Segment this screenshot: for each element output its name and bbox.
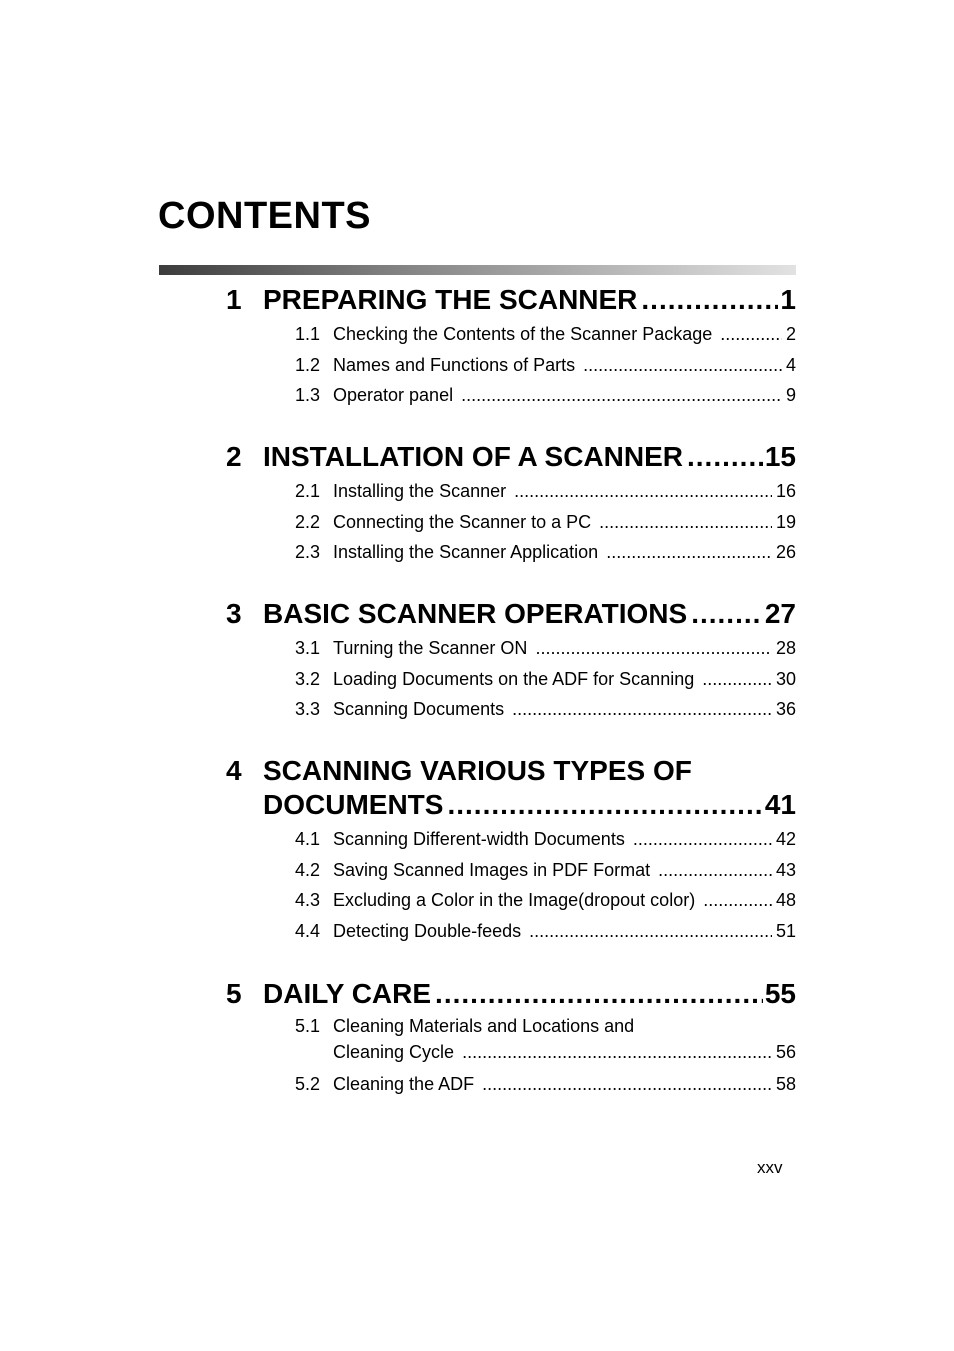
chapter-5 [226,977,796,1100]
section-page: 36 [775,699,796,719]
dot-leader [514,476,772,507]
section-number: 3.3 [295,699,321,719]
section-number: 1.3 [295,385,321,405]
toc-entry-1-3[interactable] [226,380,796,411]
toc-entry-2-2[interactable] [226,507,796,538]
toc-entry-4-4[interactable] [226,916,796,947]
toc-entry-4-2[interactable] [226,855,796,886]
chapter-title: PREPARING THE SCANNER [263,284,638,315]
section-title: Excluding a Color in the Image(dropout color) [333,890,696,910]
section-number: 2.1 [295,481,321,501]
section-number: 5.2 [295,1074,321,1094]
chapter-1-entry[interactable] [226,283,796,317]
section-page: 19 [775,511,796,532]
title-gradient-rule [159,265,796,275]
chapter-page: 1 [780,284,796,315]
chapter-number: 1 [226,284,242,315]
toc-entry-2-1[interactable] [226,476,796,507]
section-number: 2.3 [295,542,321,562]
dot-leader [461,380,782,411]
dot-leader [535,633,772,664]
section-page: 2 [785,324,796,344]
dot-leader [606,537,772,568]
section-page: 9 [785,385,796,405]
section-title: Detecting Double-feeds [333,920,522,941]
toc-entry-5-1[interactable] [226,1013,796,1069]
chapter-1 [226,283,796,411]
section-page: 28 [775,638,796,658]
chapter-number: 5 [226,978,242,1009]
dot-leader [703,885,772,916]
chapter-title: BASIC SCANNER OPERATIONS [263,598,688,629]
section-title: Cleaning the ADF [333,1074,475,1094]
dot-leader [687,440,763,474]
chapter-title: INSTALLATION OF A SCANNER [263,441,683,472]
page-title: CONTENTS [158,195,371,237]
section-page: 51 [775,920,796,941]
chapter-2 [226,440,796,568]
toc-entry-3-1[interactable] [226,633,796,664]
section-number: 4.2 [295,859,321,880]
section-title: Installing the Scanner [333,481,507,501]
toc-entry-1-1[interactable] [226,319,796,350]
chapter-4-entry-line-2[interactable] [226,788,796,822]
section-page: 48 [775,890,796,910]
section-title: Operator panel [333,385,454,405]
dot-leader [435,977,763,1011]
section-title-line-2: Cleaning Cycle [333,1042,455,1062]
section-title-line-1: Cleaning Materials and Locations and [333,1016,635,1036]
chapter-title-line-2: DOCUMENTS [263,789,444,820]
dot-leader [641,283,778,317]
chapter-2-entry[interactable] [226,440,796,474]
section-title: Saving Scanned Images in PDF Format [333,859,651,880]
chapter-number: 4 [226,755,242,786]
section-number: 1.2 [295,354,321,375]
dot-leader [583,350,782,381]
toc-entry-4-3[interactable] [226,885,796,916]
section-title: Scanning Different-width Documents [333,829,625,849]
dot-leader [691,597,763,631]
section-number: 3.2 [295,668,321,689]
dot-leader [633,824,772,855]
section-title: Scanning Documents [333,699,505,719]
chapter-title-line-1: SCANNING VARIOUS TYPES OF [263,755,692,786]
section-page: 42 [775,829,796,849]
toc-entry-2-3[interactable] [226,537,796,568]
section-page: 56 [775,1042,796,1062]
section-title: Loading Documents on the ADF for Scanning [333,668,695,689]
chapter-3-entry[interactable] [226,597,796,631]
section-page: 43 [775,859,796,880]
chapter-page: 41 [764,789,796,820]
section-title: Installing the Scanner Application [333,542,599,562]
chapter-5-entry[interactable] [226,977,796,1011]
toc-entry-3-2[interactable] [226,664,796,695]
chapter-number: 2 [226,441,242,472]
chapter-number: 3 [226,598,242,629]
page-folio: xxv [757,1158,783,1177]
dot-leader [720,319,782,350]
dot-leader [512,694,772,725]
section-number: 2.2 [295,511,321,532]
section-page: 16 [775,481,796,501]
section-page: 4 [785,354,796,375]
dot-leader [658,855,772,886]
toc-entry-4-1[interactable] [226,824,796,855]
section-number: 4.1 [295,829,321,849]
dot-leader [599,507,772,538]
section-number: 4.3 [295,890,321,910]
chapter-title: DAILY CARE [263,978,432,1009]
chapter-4 [226,754,796,946]
section-page: 58 [775,1074,796,1094]
section-number: 5.1 [295,1016,321,1036]
section-title: Checking the Contents of the Scanner Package [333,324,713,344]
section-title: Names and Functions of Parts [333,354,576,375]
toc-entry-5-2[interactable] [226,1069,796,1100]
section-page: 30 [775,668,796,689]
toc-entry-1-2[interactable] [226,350,796,381]
chapter-page: 55 [764,978,796,1009]
section-page: 26 [775,542,796,562]
chapter-3 [226,597,796,725]
dot-leader [529,916,772,947]
section-title: Connecting the Scanner to a PC [333,511,592,532]
chapter-4-entry-line-1[interactable] [226,754,796,788]
section-number: 4.4 [295,920,321,941]
dot-leader [462,1039,772,1065]
toc-entry-3-3[interactable] [226,694,796,725]
chapter-page: 15 [764,441,796,472]
dot-leader [702,664,772,695]
dot-leader [482,1069,772,1100]
section-title: Turning the Scanner ON [333,638,528,658]
chapter-page: 27 [764,598,796,629]
dot-leader [447,788,762,822]
section-number: 3.1 [295,638,321,658]
section-number: 1.1 [295,324,321,344]
